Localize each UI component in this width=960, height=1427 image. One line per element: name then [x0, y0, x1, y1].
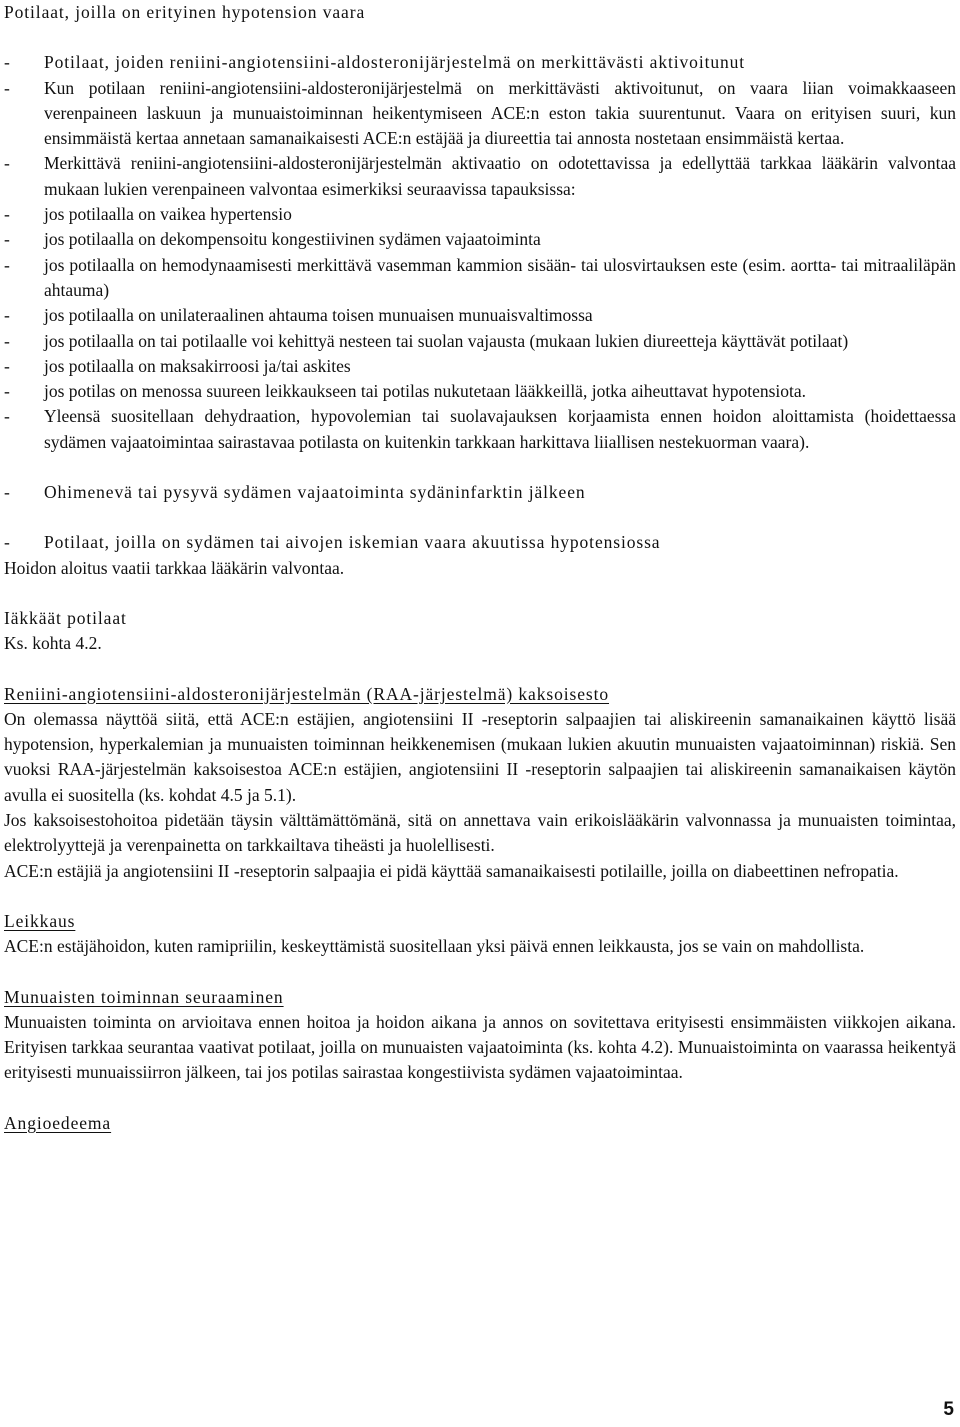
- dual-block-text-1: On olemassa näyttöä siitä, että ACE:n estäjien, angiotensiini II -reseptorin salpaajien tai aliskireenin samanaikainen käyttö lisää hypotension, hyperkalemian ja munuaisten toiminnan heikkenemisen (mukaan lukien akuutin munuaisten vajaatoiminnan) riskiä. Sen vuoksi RAA-järjestelmän kaksoisestoa ACE:n estäjien, angiotensiini II -reseptorin salpaajien tai aliskireenin samanaikaisen käytön avulla ei suositella (ks. kohdat 4.5 ja 5.1).: [4, 708, 956, 805]
- ischemia-heading: Potilaat, joilla on sydämen tai aivojen iskemian vaara akuutissa hypotensiossa: [44, 532, 661, 553]
- dehydration-text: Yleensä suositellaan dehydraation, hypovolemian tai suolavajauksen korjaamista ennen hoidon aloittamista (hoidettaessa sydämen vajaatoimintaa sairastavaa potilasta on kuitenkin tarkkaan harkittava liiallisen nestekuorman vaara).: [44, 406, 956, 452]
- raas-active-text: Kun potilaan reniini-angiotensiini-aldosteronijärjestelmä on merkittävästi aktivoitunut, on vaara liian voimakkaaseen verenpaineen laskuun ja munuaistoiminnan heikentymiseen ACE:n eston takia suurentunut. Vaara on erityisen suuri, kun ensimmäistä kertaa annetaan samanaikaisesti ACE:n estäjää ja diureettia tai annosta nostetaan ensimmäistä kertaa.: [44, 77, 956, 149]
- document-page: [4, 0, 956, 1136]
- page-number: 5: [943, 1399, 954, 1420]
- list-item: [4, 253, 956, 304]
- monitoring-intro: Merkittävä reniini-angiotensiini-aldosteronijärjestelmän aktivaatio on odotettavissa ja edellyttää tarkkaa lääkärin valvontaa mukaan lukien verenpaineen valvontaa esimerkiksi seuraavissa tapauksissa:: [44, 153, 956, 199]
- list-dash: -: [4, 381, 10, 402]
- elderly-text: Ks. kohta 4.2.: [4, 633, 102, 654]
- renal-monitoring-heading: Munuaisten toiminnan seuraaminen: [4, 986, 284, 1007]
- angioedema-heading: Angioedeema: [4, 1112, 112, 1133]
- monitoring-item: jos potilaalla on tai potilaalle voi kehittyä nesteen tai suolan vajausta (mukaan lukien diureetteja käyttävät potilaat): [44, 330, 849, 351]
- monitoring-item: jos potilaalla on hemodynaamisesti merkittävä vasemman kammion sisään- tai ulosvirtauksen este (esim. aortta- tai mitraaliläpän ahtauma): [44, 254, 956, 300]
- list-item: [4, 379, 956, 404]
- list-dash: -: [4, 406, 10, 427]
- list-item-raas-active-text: [4, 76, 956, 152]
- list-item: [4, 329, 956, 354]
- surgery-text: ACE:n estäjähoidon, kuten ramipriilin, keskeyttämistä suositellaan yksi päivä ennen leikkausta, jos se vain on mahdollista.: [4, 936, 865, 957]
- angioedema-heading-wrap: [4, 1111, 956, 1136]
- heart-failure-heading: Ohimenevä tai pysyvä sydämen vajaatoiminta sydäninfarktin jälkeen: [44, 482, 586, 503]
- monitoring-item: jos potilaalla on dekompensoitu kongestiivinen sydämen vajaatoiminta: [44, 229, 541, 250]
- list-dash: -: [4, 482, 10, 503]
- ischemia-text: Hoidon aloitus vaatii tarkkaa lääkärin valvontaa.: [4, 557, 345, 578]
- list-item-dehydration: [4, 404, 956, 455]
- list-item-monitoring-intro: [4, 151, 956, 202]
- renal-monitoring-text: Munuaisten toiminta on arvioitava ennen hoitoa ja hoidon aikana ja annos on sovitettava erityisesti ensimmäisten viikkojen aikana. Erityisen tarkkaa seurantaa vaativat potilaat, joilla on munuaisten vajaatoiminta (ks. kohta 4.2). Munuaistoiminta on vaarassa heikentyä erityisesti munuaissiirron jälkeen, tai jos potilas sairastaa kongestiivista sydämen vajaatoimintaa.: [4, 1011, 956, 1083]
- list-item-ischemia: [4, 530, 956, 555]
- list-dash: -: [4, 305, 10, 326]
- raas-active-heading: Potilaat, joiden reniini-angiotensiini-aldosteronijärjestelmä on merkittävästi aktivoitunut: [44, 52, 746, 73]
- list-item: [4, 202, 956, 227]
- list-dash: -: [4, 77, 10, 98]
- list-item: [4, 303, 956, 328]
- surgery-heading: Leikkaus: [4, 910, 76, 931]
- section-heading-hypotension: Potilaat, joilla on erityinen hypotension vaara: [4, 2, 366, 22]
- dual-block-text-2: Jos kaksoisestohoitoa pidetään täysin välttämättömänä, sitä on annettava vain erikoislääkärin valvonnassa ja munuaisten toimintaa, elektrolyyttejä ja verenpainetta on tarkkailtava tiheästi ja huolellisesti.: [4, 810, 956, 856]
- list-dash: -: [4, 330, 10, 351]
- dual-block-text-3: ACE:n estäjiä ja angiotensiini II -reseptorin salpaajia ei pidä käyttää samanaikaisesti potilaille, joilla on diabeettinen nefropatia.: [4, 860, 899, 881]
- elderly-heading: Iäkkäät potilaat: [4, 607, 127, 628]
- list-dash: -: [4, 355, 10, 376]
- list-dash: -: [4, 204, 10, 225]
- list-item-heart-failure: [4, 480, 956, 505]
- list-dash: -: [4, 153, 10, 174]
- monitoring-item: jos potilaalla on vaikea hypertensio: [44, 204, 292, 225]
- list-item: [4, 354, 956, 379]
- list-dash: -: [4, 229, 10, 250]
- monitoring-item: jos potilas on menossa suureen leikkaukseen tai potilas nukutetaan lääkkeillä, jotka aiheuttavat hypotensiota.: [44, 381, 807, 402]
- list-dash: -: [4, 52, 10, 73]
- list-item: [4, 227, 956, 252]
- dual-block-heading: Reniini-angiotensiini-aldosteronijärjestelmän (RAA-järjestelmä) kaksoisesto: [4, 683, 610, 704]
- monitoring-item: jos potilaalla on unilateraalinen ahtauma toisen munuaisen munuaisvaltimossa: [44, 305, 593, 326]
- list-dash: -: [4, 254, 10, 275]
- list-item-raas-active-heading: [4, 50, 956, 75]
- list-dash: -: [4, 532, 10, 553]
- monitoring-item: jos potilaalla on maksakirroosi ja/tai askites: [44, 355, 351, 376]
